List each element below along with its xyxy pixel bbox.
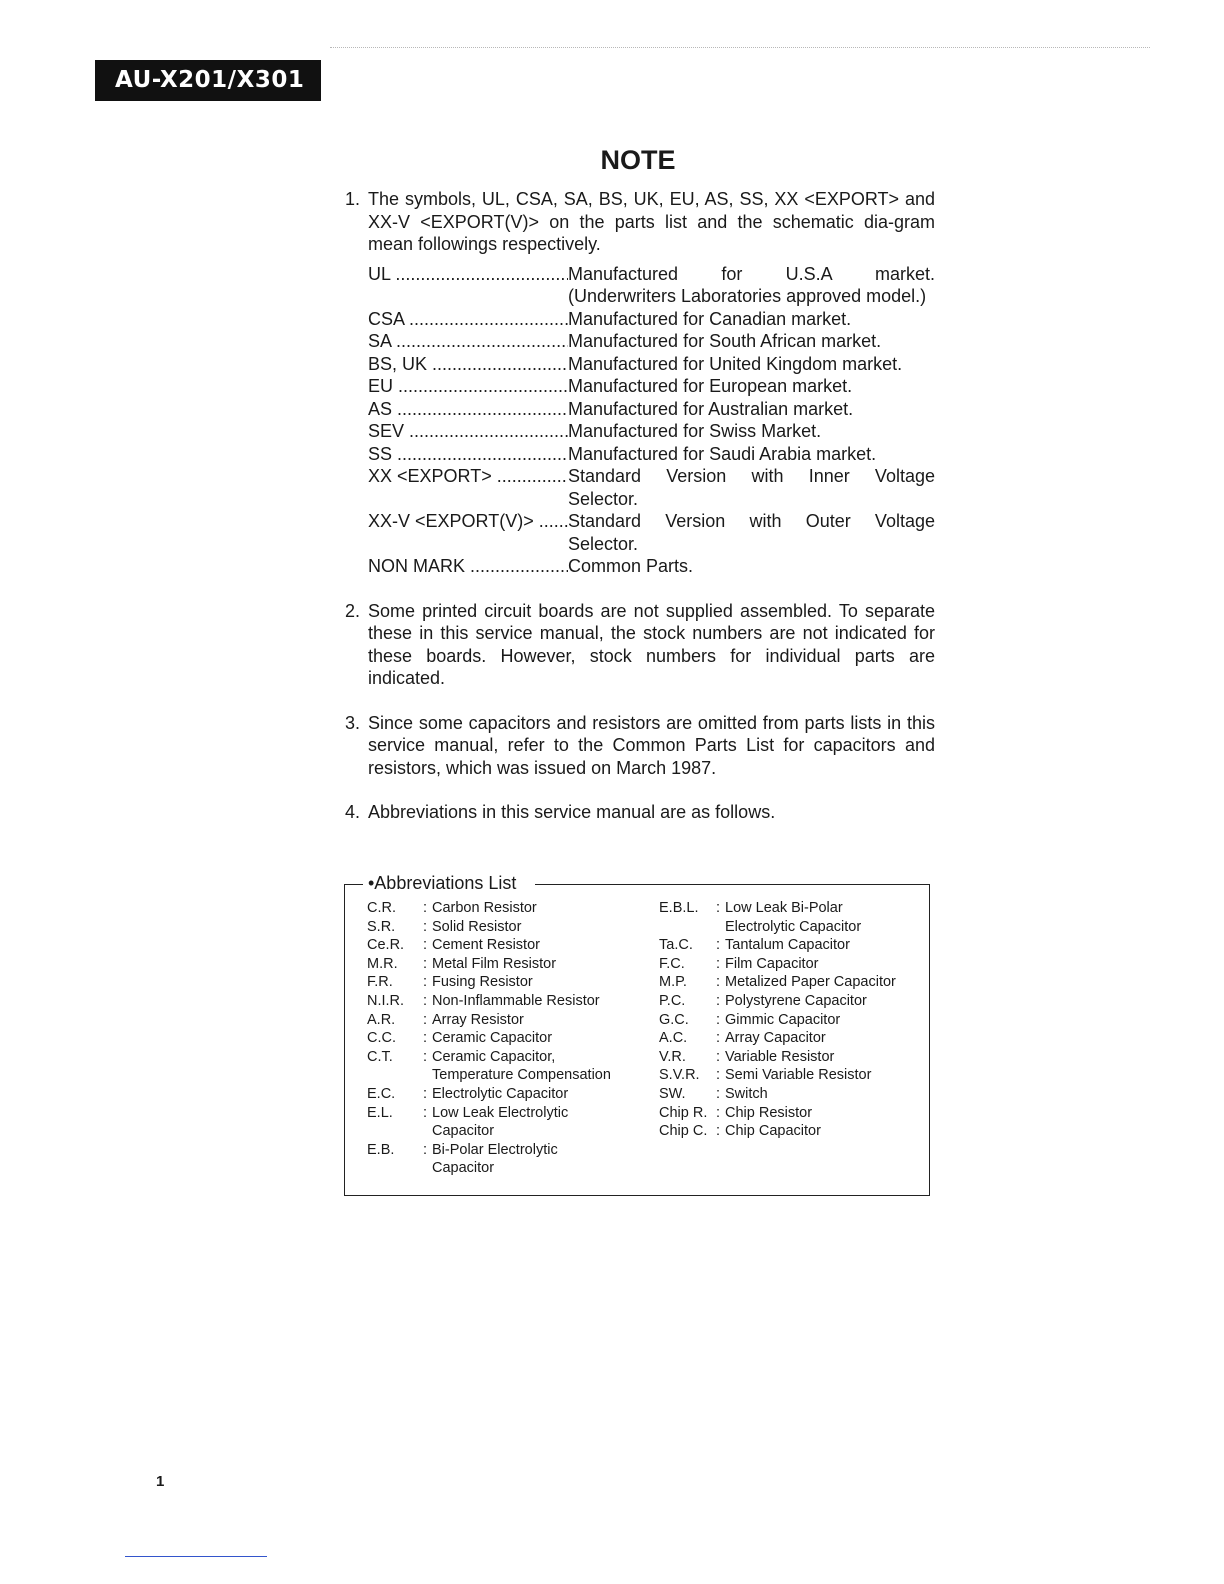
market-description-line: Selector.	[568, 533, 639, 554]
abbreviation-code: SW.	[659, 1085, 686, 1102]
abbreviation-definition-line: Metal Film Resistor	[432, 955, 557, 972]
market-code: XX <EXPORT> .....	[368, 465, 568, 510]
abbreviation-definition	[432, 1104, 657, 1141]
abbreviation-definition	[725, 1048, 924, 1067]
abbreviation-code: C.T.	[367, 1048, 393, 1065]
abbreviation-definition-line: Array Resistor	[432, 1011, 524, 1028]
abbreviation-code: Chip R.	[659, 1104, 708, 1121]
abbreviation-definition	[725, 1029, 924, 1048]
abbreviation-definition-line: Temperature Compensation	[432, 1067, 611, 1084]
abbreviation-row	[367, 1048, 657, 1085]
abbreviation-code: Chip C.	[659, 1123, 708, 1140]
page-title: NOTE	[600, 145, 676, 175]
abbreviation-separator: :	[716, 1011, 721, 1028]
abbreviation-definition-line: Fusing Resistor	[432, 974, 533, 991]
abbreviation-definition-line: Chip Capacitor	[725, 1123, 821, 1140]
abbreviation-separator: :	[716, 955, 721, 972]
abbreviation-definition	[432, 1141, 657, 1178]
abbreviation-row	[367, 936, 657, 955]
abbreviation-definition-line: Carbon Resistor	[432, 900, 537, 916]
abbreviation-definition	[725, 973, 924, 992]
abbreviation-row	[659, 1011, 924, 1030]
market-description	[568, 263, 935, 308]
abbreviation-separator: :	[716, 1123, 721, 1140]
abbreviation-definition-line: Solid Resistor	[432, 918, 522, 935]
market-code: AS .....	[368, 398, 568, 421]
market-row	[368, 465, 935, 510]
market-description-line: Manufactured for Australian market.	[568, 398, 854, 419]
abbreviations-right-column	[659, 899, 924, 1141]
abbreviation-definition	[432, 955, 657, 974]
abbreviation-separator: :	[423, 955, 428, 972]
market-description-line: Manufactured for South African market.	[568, 331, 882, 351]
abbreviation-definition-line: Gimmic Capacitor	[725, 1011, 841, 1028]
abbreviations-title: •Abbreviations List	[368, 873, 520, 894]
market-description	[568, 510, 935, 555]
abbreviation-definition-line: Low Leak Bi-Polar	[725, 900, 843, 916]
market-row	[368, 398, 935, 421]
market-description-line: Manufactured for Canadian market.	[568, 308, 852, 329]
abbreviations-left-column	[367, 899, 657, 1178]
abbreviation-definition-line: Bi-Polar Electrolytic	[432, 1141, 558, 1158]
market-list	[368, 263, 935, 578]
market-description	[568, 555, 935, 578]
bottom-rule	[125, 1556, 267, 1557]
market-description	[568, 353, 935, 376]
abbreviation-separator: :	[423, 937, 428, 954]
market-description	[568, 443, 935, 466]
abbreviation-definition	[432, 1011, 657, 1030]
abbreviation-code: Ce.R.	[367, 937, 405, 954]
abbreviation-row	[659, 973, 924, 992]
abbreviation-code: P.C.	[659, 992, 686, 1009]
abbreviation-separator: :	[423, 992, 428, 1009]
note-number: 4.	[345, 802, 361, 822]
abbreviation-separator: :	[423, 1141, 428, 1158]
abbreviation-definition-line: Cement Resistor	[432, 937, 540, 954]
abbreviation-row	[659, 955, 924, 974]
market-row	[368, 510, 935, 555]
market-code: EU .....	[368, 375, 568, 398]
abbreviation-separator: :	[423, 1011, 428, 1028]
abbreviation-definition-line: Ceramic Capacitor,	[432, 1048, 556, 1065]
abbreviation-code: E.L.	[367, 1104, 393, 1121]
abbreviation-definition	[432, 1048, 657, 1085]
market-description-line: Selector.	[568, 488, 639, 509]
abbreviation-code: E.B.	[367, 1141, 395, 1158]
market-code: UL .....	[368, 263, 568, 308]
market-code: SS .....	[368, 443, 568, 466]
abbreviation-definition	[725, 1104, 924, 1123]
abbreviation-row	[659, 936, 924, 955]
abbreviation-row	[367, 1141, 657, 1178]
abbreviation-definition-line: Chip Resistor	[725, 1104, 813, 1121]
abbreviation-definition-line: Electrolytic Capacitor	[432, 1085, 569, 1102]
abbreviation-separator: :	[423, 1048, 428, 1065]
abbreviation-code: M.P.	[659, 974, 687, 991]
abbreviation-row	[659, 1066, 924, 1085]
abbreviation-definition	[432, 992, 657, 1011]
abbreviation-row	[367, 1104, 657, 1141]
market-code: SEV .....	[368, 420, 568, 443]
abbreviation-row	[659, 899, 924, 936]
abbreviation-definition-line: Metalized Paper Capacitor	[725, 974, 896, 991]
abbreviation-definition	[432, 1029, 657, 1048]
abbreviation-code: M.R.	[367, 955, 398, 972]
abbreviation-code: A.C.	[659, 1030, 688, 1047]
abbreviation-separator: :	[423, 1085, 428, 1102]
market-code: SA .....	[368, 330, 568, 353]
note-text: Abbreviations in this service manual are as follows.	[368, 802, 776, 822]
market-description	[568, 375, 935, 398]
abbreviation-separator: :	[423, 1030, 428, 1047]
abbreviation-row	[659, 992, 924, 1011]
abbreviation-definition	[432, 936, 657, 955]
abbreviation-separator: :	[716, 1030, 721, 1047]
market-description	[568, 398, 935, 421]
abbreviation-definition	[725, 936, 924, 955]
abbreviation-separator: :	[423, 974, 428, 991]
abbreviation-definition	[725, 955, 924, 974]
abbreviation-separator: :	[423, 1104, 428, 1121]
market-row	[368, 420, 935, 443]
abbreviation-separator: :	[716, 1085, 721, 1102]
note-text: Since some capacitors and resistors are omitted from parts lists in this service manual, refer to the Common Parts List for capacitors and resistors, which was issued on March 1987.	[368, 712, 935, 778]
note-text: Some printed circuit boards are not supplied assembled. To separate these in this service manual, the stock numbers are not indicated for these boards. However, stock numbers for individual parts are indicated.	[368, 600, 935, 688]
abbreviation-definition-line: Variable Resistor	[725, 1048, 835, 1065]
note-3	[345, 712, 935, 780]
abbreviation-row	[659, 1104, 924, 1123]
abbreviation-row	[367, 1085, 657, 1104]
abbreviation-definition-line: Electrolytic Capacitor	[725, 918, 862, 935]
market-code: NON MARK .....	[368, 555, 568, 578]
market-row	[368, 263, 935, 308]
abbreviation-separator: :	[716, 992, 721, 1009]
note-1	[345, 188, 935, 578]
abbreviation-code: F.R.	[367, 974, 393, 991]
market-description-line: Manufactured for Saudi Arabia market.	[568, 443, 877, 464]
abbreviation-separator: :	[423, 900, 428, 916]
market-description-line: Manufactured for United Kingdom market.	[568, 353, 903, 374]
abbreviation-definition	[725, 899, 924, 936]
market-description-line: Standard Version with Outer Voltage	[568, 511, 935, 531]
market-description-line: Common Parts.	[568, 556, 694, 576]
abbreviation-row	[367, 1029, 657, 1048]
abbreviation-code: Ta.C.	[659, 937, 693, 954]
market-row	[368, 308, 935, 331]
abbreviation-row	[659, 1085, 924, 1104]
abbreviations-box	[344, 873, 930, 1196]
abbreviation-code: A.R.	[367, 1011, 396, 1028]
note-number: 3.	[345, 712, 361, 733]
abbreviation-row	[367, 955, 657, 974]
abbreviation-definition-line: Non-Inflammable Resistor	[432, 992, 600, 1009]
abbreviation-definition	[725, 1011, 924, 1030]
abbreviation-code: E.C.	[367, 1085, 396, 1102]
abbreviation-row	[659, 1122, 924, 1141]
abbreviation-definition-line: Ceramic Capacitor	[432, 1030, 553, 1047]
market-row	[368, 375, 935, 398]
model-tab: AU-X201/X301	[95, 60, 321, 101]
abbreviation-definition	[725, 1066, 924, 1085]
abbreviation-code: F.C.	[659, 955, 685, 972]
abbreviation-definition	[432, 899, 657, 918]
market-row	[368, 353, 935, 376]
box-border-right-segment	[535, 884, 929, 885]
market-description-line: Standard Version with Inner Voltage	[568, 466, 935, 486]
abbreviation-separator: :	[716, 900, 721, 916]
abbreviation-definition	[725, 1122, 924, 1141]
abbreviation-code: V.R.	[659, 1048, 686, 1065]
abbreviation-separator: :	[716, 937, 721, 954]
abbreviation-code: C.R.	[367, 900, 396, 916]
abbreviation-definition-line: Low Leak Electrolytic	[432, 1104, 569, 1121]
box-border-left-segment	[345, 884, 363, 885]
abbreviation-definition	[725, 992, 924, 1011]
abbreviation-separator: :	[716, 1067, 721, 1084]
abbreviation-definition-line: Capacitor	[432, 1123, 495, 1140]
abbreviation-definition-line: Capacitor	[432, 1160, 495, 1177]
note-number: 1.	[345, 189, 361, 209]
market-row	[368, 330, 935, 353]
abbreviation-code: S.V.R.	[659, 1067, 700, 1084]
abbreviation-row	[659, 1029, 924, 1048]
abbreviation-separator: :	[716, 1104, 721, 1121]
note-text: The symbols, UL, CSA, SA, BS, UK, EU, AS, SS, XX <EXPORT> and XX-V <EXPORT(V)> on the parts list and the schematic dia-gram mean followings respectively.	[368, 189, 935, 254]
market-description-line: Manufactured for Swiss Market.	[568, 421, 822, 441]
abbreviation-code: C.C.	[367, 1030, 396, 1047]
abbreviation-definition-line: Switch	[725, 1085, 768, 1102]
abbreviation-code: G.C.	[659, 1011, 689, 1028]
market-row	[368, 555, 935, 578]
market-description-line: Manufactured for U.S.A market.	[568, 263, 935, 284]
abbreviation-code: S.R.	[367, 918, 396, 935]
market-description	[568, 465, 935, 510]
abbreviation-definition-line: Film Capacitor	[725, 955, 819, 972]
market-row	[368, 443, 935, 466]
abbreviation-row	[367, 992, 657, 1011]
market-description-line: (Underwriters Laboratories approved model.)	[568, 286, 927, 306]
top-rule	[330, 47, 1150, 48]
market-code: BS, UK .....	[368, 353, 568, 376]
abbreviation-row	[367, 918, 657, 937]
abbreviation-definition	[432, 1085, 657, 1104]
abbreviation-definition-line: Array Capacitor	[725, 1030, 826, 1047]
market-code: XX-V <EXPORT(V)> .....	[368, 510, 568, 555]
market-code: CSA .....	[368, 308, 568, 331]
notes-section	[345, 188, 935, 824]
abbreviation-definition-line: Tantalum Capacitor	[725, 937, 850, 954]
abbreviation-code: N.I.R.	[367, 992, 405, 1009]
market-description-line: Manufactured for European market.	[568, 376, 853, 396]
abbreviation-definition-line: Semi Variable Resistor	[725, 1067, 872, 1084]
abbreviation-row	[367, 1011, 657, 1030]
market-description	[568, 330, 935, 353]
note-2	[345, 600, 935, 690]
note-number: 2.	[345, 600, 361, 621]
abbreviation-separator: :	[716, 974, 721, 991]
abbreviation-separator: :	[716, 1048, 721, 1065]
abbreviation-definition	[432, 973, 657, 992]
note-4	[345, 801, 935, 824]
market-description	[568, 420, 935, 443]
abbreviation-separator: :	[423, 918, 428, 935]
abbreviation-definition	[725, 1085, 924, 1104]
page-number: 1	[156, 1473, 165, 1490]
abbreviation-row	[367, 973, 657, 992]
abbreviation-row	[659, 1048, 924, 1067]
abbreviation-row	[367, 899, 657, 918]
abbreviation-definition	[432, 918, 657, 937]
abbreviation-definition-line: Polystyrene Capacitor	[725, 992, 867, 1009]
abbreviation-code: E.B.L.	[659, 900, 699, 916]
market-description	[568, 308, 935, 331]
